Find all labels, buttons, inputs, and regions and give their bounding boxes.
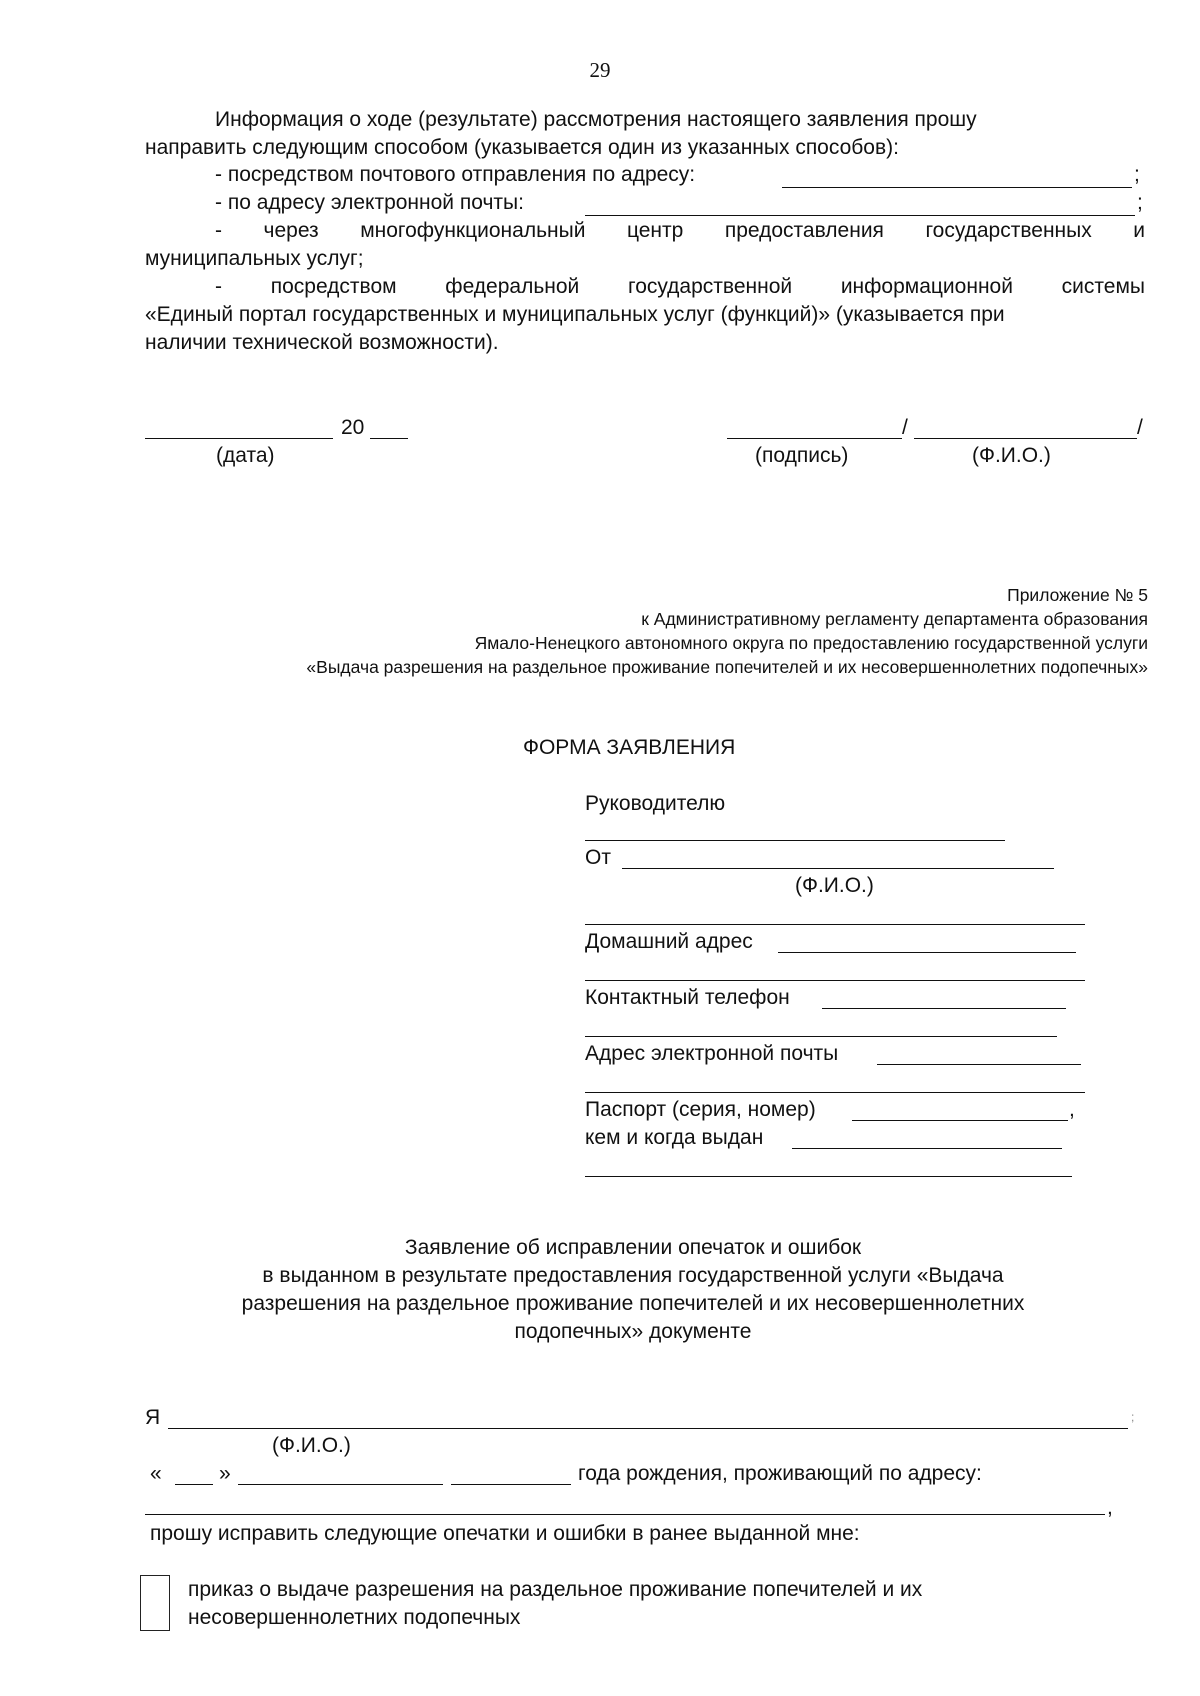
form-title: ФОРМА ЗАЯВЛЕНИЯ bbox=[523, 736, 736, 759]
home-address-label: Домашний адрес bbox=[585, 930, 753, 953]
quote-open: « bbox=[150, 1462, 162, 1485]
phone-field[interactable] bbox=[822, 1008, 1066, 1009]
applicant-fio-field[interactable] bbox=[168, 1428, 1128, 1429]
option-email: - по адресу электронной почты: bbox=[215, 191, 524, 214]
from-label: От bbox=[585, 846, 611, 869]
signature-field[interactable] bbox=[727, 438, 902, 439]
birth-day-field[interactable] bbox=[175, 1484, 213, 1485]
from-fio-label: (Ф.И.О.) bbox=[795, 874, 874, 897]
from-field-2[interactable] bbox=[585, 924, 1085, 925]
issued-field-2[interactable] bbox=[585, 1176, 1072, 1177]
date-label: (дата) bbox=[216, 444, 275, 467]
year-field[interactable] bbox=[370, 438, 408, 439]
signature-slash-2: / bbox=[1137, 416, 1143, 439]
from-field[interactable] bbox=[622, 868, 1054, 869]
signature-label: (подпись) bbox=[755, 444, 849, 467]
option-mfc-line-1: - через многофункциональный центр предоставления государственных и bbox=[215, 219, 1145, 242]
passport-end: , bbox=[1069, 1098, 1075, 1121]
phone-label: Контактный телефон bbox=[585, 986, 790, 1009]
appendix-line-4: «Выдача разрешения на раздельное проживание попечителей и их несовершеннолетних подопечных» bbox=[306, 657, 1148, 677]
option-portal-line-3: наличии технической возможности). bbox=[145, 331, 499, 354]
option-portal-line-2: «Единый портал государственных и муниципальных услуг (функций)» (указывается при bbox=[145, 303, 1005, 326]
option-mfc-line-2: муниципальных услуг; bbox=[145, 247, 364, 270]
i-end: ; bbox=[1131, 1410, 1135, 1424]
date-field[interactable] bbox=[145, 438, 333, 439]
statement-title-2: в выданном в результате предоставления государственной услуги «Выдача bbox=[262, 1264, 1004, 1287]
birth-month-field[interactable] bbox=[238, 1484, 443, 1485]
issued-label: кем и когда выдан bbox=[585, 1126, 764, 1149]
passport-field[interactable] bbox=[852, 1120, 1068, 1121]
residence-address-field[interactable] bbox=[145, 1514, 1105, 1515]
passport-label: Паспорт (серия, номер) bbox=[585, 1098, 816, 1121]
head-name-field[interactable] bbox=[585, 840, 1005, 841]
option-post-end: ; bbox=[1134, 163, 1140, 186]
appendix-line-1: Приложение № 5 bbox=[1007, 585, 1148, 605]
post-address-field[interactable] bbox=[782, 187, 1132, 188]
issued-field[interactable] bbox=[792, 1148, 1062, 1149]
home-address-field-2[interactable] bbox=[585, 980, 1085, 981]
home-address-field[interactable] bbox=[778, 952, 1076, 953]
order-checkbox[interactable] bbox=[140, 1575, 170, 1631]
option-post: - посредством почтового отправления по адресу: bbox=[215, 163, 696, 186]
email-address-field[interactable] bbox=[585, 215, 1135, 216]
option-email-end: ; bbox=[1137, 191, 1143, 214]
year-prefix: 20 bbox=[341, 416, 365, 439]
address-end: , bbox=[1107, 1496, 1113, 1519]
statement-title-4: подопечных» документе bbox=[514, 1320, 752, 1343]
quote-close: » bbox=[219, 1462, 231, 1485]
email-label: Адрес электронной почты bbox=[585, 1042, 839, 1065]
fio-field[interactable] bbox=[914, 438, 1137, 439]
option-portal-line-1: - посредством федеральной государственной информационной системы bbox=[215, 275, 1145, 298]
fio-label: (Ф.И.О.) bbox=[972, 444, 1051, 467]
phone-field-2[interactable] bbox=[585, 1036, 1057, 1037]
statement-title-1: Заявление об исправлении опечаток и ошибок bbox=[404, 1236, 862, 1259]
statement-title-3: разрешения на раздельное проживание попечителей и их несовершеннолетних bbox=[241, 1292, 1025, 1315]
signature-slash-1: / bbox=[902, 416, 908, 439]
birth-text: года рождения, проживающий по адресу: bbox=[578, 1462, 982, 1485]
birth-year-field[interactable] bbox=[451, 1484, 571, 1485]
page-number: 29 bbox=[589, 58, 611, 82]
checkbox-label-line-2: несовершеннолетних подопечных bbox=[188, 1606, 521, 1629]
email-field-2[interactable] bbox=[585, 1092, 1085, 1093]
info-line-1: Информация о ходе (результате) рассмотрения настоящего заявления прошу bbox=[215, 108, 977, 131]
i-label: Я bbox=[145, 1406, 161, 1429]
applicant-fio-label: (Ф.И.О.) bbox=[272, 1434, 351, 1457]
email-field[interactable] bbox=[877, 1064, 1081, 1065]
appendix-line-2: к Административному регламенту департамента образования bbox=[641, 609, 1148, 629]
checkbox-label-line-1: приказ о выдаче разрешения на раздельное проживание попечителей и их bbox=[188, 1578, 923, 1601]
request-text: прошу исправить следующие опечатки и ошибки в ранее выданной мне: bbox=[150, 1522, 860, 1545]
appendix-line-3: Ямало-Ненецкого автономного округа по предоставлению государственной услуги bbox=[474, 633, 1148, 653]
to-head-label: Руководителю bbox=[585, 792, 726, 815]
info-line-2: направить следующим способом (указывается один из указанных способов): bbox=[145, 136, 899, 159]
